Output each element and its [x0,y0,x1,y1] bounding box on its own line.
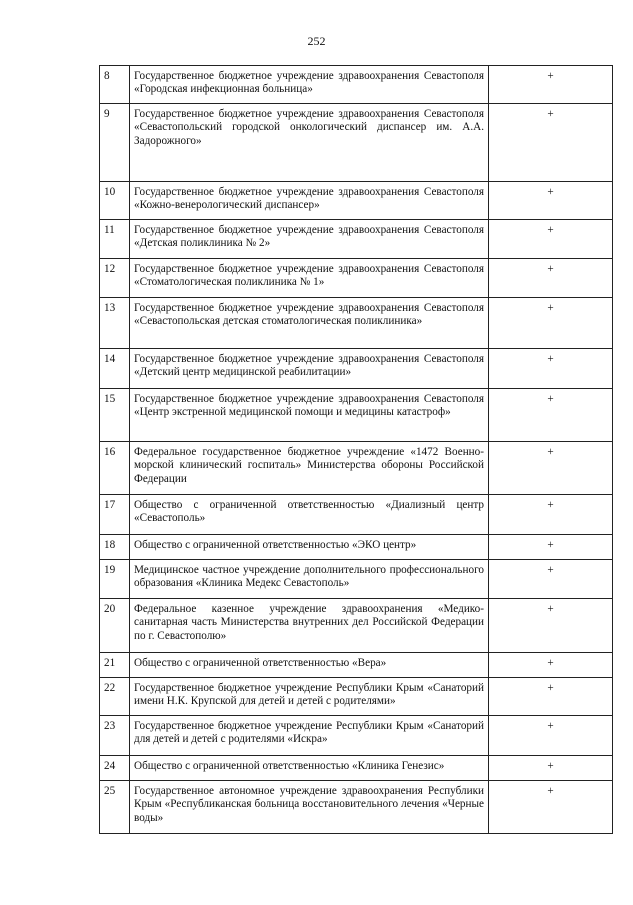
table-row [100,259,613,298]
organization-name-cell: Государственное бюджетное учреждение Республики Крым «Санаторий для детей и детей с родителями «Искра» [130,716,489,756]
organization-name-cell: Государственное бюджетное учреждение здравоохранения Севастополя «Детский центр медицинской реабилитации» [130,349,489,389]
row-number-cell: 21 [100,653,130,678]
inclusion-mark-cell: + [489,535,613,560]
organization-name-cell: Федеральное казенное учреждение здравоохранения «Медико-санитарная часть Министерства внутренних дел Российской Федерации по г. Севастополю» [130,599,489,653]
inclusion-mark-cell: + [489,678,613,716]
row-number-cell: 17 [100,495,130,535]
table-row [100,442,613,495]
table-row [100,220,613,259]
row-number-cell: 9 [100,104,130,182]
row-number-cell: 10 [100,182,130,220]
inclusion-mark-cell: + [489,560,613,599]
table-row [100,182,613,220]
organization-name-cell: Общество с ограниченной ответственностью «ЭКО центр» [130,535,489,560]
organization-name-cell: Государственное бюджетное учреждение здравоохранения Севастополя «Детская поликлиника № 2» [130,220,489,259]
inclusion-mark-cell: + [489,259,613,298]
inclusion-mark-cell: + [489,495,613,535]
row-number-cell: 23 [100,716,130,756]
inclusion-mark-cell: + [489,442,613,495]
organization-name-cell: Государственное бюджетное учреждение здравоохранения Севастополя «Стоматологическая поликлиника № 1» [130,259,489,298]
row-number-cell: 18 [100,535,130,560]
organization-name-cell: Государственное бюджетное учреждение Республики Крым «Санаторий имени Н.К. Крупской для детей и детей с родителями» [130,678,489,716]
row-number-cell: 11 [100,220,130,259]
organization-name-cell: Федеральное государственное бюджетное учреждение «1472 Военно-морской клинический госпиталь» Министерства обороны Российской Федерации [130,442,489,495]
inclusion-mark-cell: + [489,756,613,781]
organization-name-cell: Общество с ограниченной ответственностью «Клиника Генезис» [130,756,489,781]
table-row [100,495,613,535]
organization-name-cell: Медицинское частное учреждение дополнительного профессионального образования «Клиника Медекс Севастополь» [130,560,489,599]
inclusion-mark-cell: + [489,599,613,653]
inclusion-mark-cell: + [489,182,613,220]
table-row [100,349,613,389]
table-row [100,781,613,834]
organization-name-cell: Государственное бюджетное учреждение здравоохранения Севастополя «Городская инфекционная больница» [130,66,489,104]
inclusion-mark-cell: + [489,781,613,834]
table-row [100,560,613,599]
table-row [100,716,613,756]
table-row [100,599,613,653]
organization-name-cell: Государственное бюджетное учреждение здравоохранения Севастополя «Кожно-венерологический диспансер» [130,182,489,220]
organization-name-cell: Общество с ограниченной ответственностью «Диализный центр «Севастополь» [130,495,489,535]
organization-name-cell: Государственное бюджетное учреждение здравоохранения Севастополя «Центр экстренной медицинской помощи и медицины катастроф» [130,389,489,442]
row-number-cell: 12 [100,259,130,298]
table-row [100,298,613,349]
organization-name-cell: Общество с ограниченной ответственностью «Вера» [130,653,489,678]
table-row [100,104,613,182]
row-number-cell: 16 [100,442,130,495]
inclusion-mark-cell: + [489,104,613,182]
inclusion-mark-cell: + [489,220,613,259]
page-number: 252 [307,34,326,48]
inclusion-mark-cell: + [489,349,613,389]
table-row [100,535,613,560]
row-number-cell: 24 [100,756,130,781]
row-number-cell: 19 [100,560,130,599]
organization-name-cell: Государственное автономное учреждение здравоохранения Республики Крым «Республиканская больница восстановительного лечения «Черные воды» [130,781,489,834]
row-number-cell: 13 [100,298,130,349]
table-row [100,389,613,442]
row-number-cell: 15 [100,389,130,442]
row-number-cell: 25 [100,781,130,834]
organization-name-cell: Государственное бюджетное учреждение здравоохранения Севастополя «Севастопольский городской онкологический диспансер им. А.А. Задорожного» [130,104,489,182]
inclusion-mark-cell: + [489,716,613,756]
row-number-cell: 8 [100,66,130,104]
organization-name-cell: Государственное бюджетное учреждение здравоохранения Севастополя «Севастопольская детская стоматологическая поликлиника» [130,298,489,349]
table-row [100,756,613,781]
inclusion-mark-cell: + [489,653,613,678]
inclusion-mark-cell: + [489,298,613,349]
inclusion-mark-cell: + [489,389,613,442]
inclusion-mark-cell: + [489,66,613,104]
row-number-cell: 20 [100,599,130,653]
row-number-cell: 22 [100,678,130,716]
registry-table [99,65,613,834]
table-row [100,678,613,716]
table-row [100,653,613,678]
row-number-cell: 14 [100,349,130,389]
table-row [100,66,613,104]
